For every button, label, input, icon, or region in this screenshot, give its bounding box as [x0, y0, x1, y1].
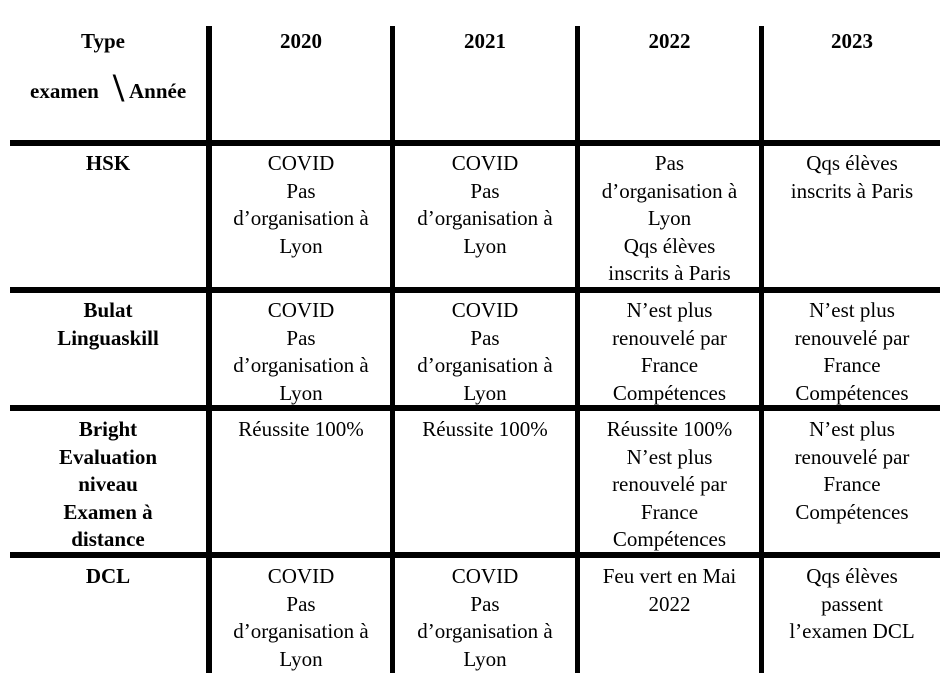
- header-annee-label: Année: [129, 79, 187, 103]
- header-year-2022: 2022: [648, 29, 691, 53]
- cell-hsk-2021: [395, 150, 575, 260]
- cell-line: Réussite 100%: [238, 417, 364, 441]
- row-label-dcl: [10, 563, 206, 591]
- cell-line: d’organisation à: [417, 619, 553, 643]
- cell-line: Compétences: [795, 380, 909, 405]
- row-label-line: DCL: [85, 564, 131, 588]
- cell-line: d’organisation à: [417, 353, 553, 377]
- cell-line: Compétences: [612, 380, 727, 405]
- cell-bright-2023: [764, 416, 940, 526]
- header-examen-label: examen: [30, 79, 99, 103]
- cell-line: N’est plus: [626, 444, 713, 469]
- cell-line: l’examen DCL: [789, 619, 915, 643]
- header-corner-type: [0, 28, 206, 56]
- cell-line: Lyon: [463, 646, 507, 671]
- cell-line: Pas: [470, 325, 500, 350]
- cell-dcl-2020: [212, 563, 390, 673]
- cell-line: passent: [821, 591, 883, 616]
- cell-line: Pas: [470, 591, 500, 616]
- row-label-line: HSK: [85, 151, 131, 175]
- cell-dcl-2021: [395, 563, 575, 673]
- cell-line: renouvelé par: [612, 325, 727, 350]
- cell-line: d’organisation à: [233, 619, 369, 643]
- row-divider: [10, 140, 940, 146]
- cell-hsk-2020: [212, 150, 390, 260]
- cell-line: Pas: [286, 325, 316, 350]
- cell-bright-2020: [212, 416, 390, 444]
- cell-line: COVID: [267, 564, 335, 588]
- cell-line: Lyon: [279, 646, 323, 671]
- cell-line: Pas: [286, 178, 316, 203]
- row-label-line: Bright: [78, 417, 138, 441]
- row-label-bulat-linguaskill: [10, 297, 206, 352]
- cell-line: Qqs élèves: [806, 151, 898, 175]
- header-year-2021: 2021: [464, 29, 506, 53]
- row-label-line: distance: [71, 527, 145, 551]
- cell-line: renouvelé par: [612, 472, 727, 496]
- cell-line: N’est plus: [626, 298, 713, 322]
- cell-line: inscrits à Paris: [790, 178, 914, 203]
- cell-line: renouvelé par: [794, 325, 910, 350]
- cell-line: Compétences: [795, 499, 909, 524]
- cell-line: d’organisation à: [233, 353, 369, 377]
- cell-line: France: [823, 353, 881, 377]
- cell-line: Feu vert en Mai: [602, 564, 737, 588]
- cell-line: 2022: [648, 591, 691, 616]
- row-label-line: Examen à: [63, 499, 153, 524]
- header-type-label: Type: [81, 29, 125, 53]
- cell-line: N’est plus: [809, 417, 895, 441]
- cell-dcl-2023: [764, 563, 940, 646]
- cell-line: Pas: [654, 151, 685, 175]
- cell-line: d’organisation à: [601, 178, 738, 203]
- cell-line: renouvelé par: [794, 444, 910, 469]
- cell-bright-2022: [580, 416, 759, 554]
- cell-line: Lyon: [279, 380, 323, 405]
- cell-line: N’est plus: [809, 298, 895, 322]
- cell-bright-2021: [395, 416, 575, 444]
- cell-line: COVID: [267, 151, 335, 175]
- cell-line: Pas: [470, 178, 500, 203]
- row-label-line: Bulat: [83, 298, 133, 322]
- row-divider: [10, 287, 940, 293]
- cell-line: d’organisation à: [233, 206, 369, 230]
- cell-line: Lyon: [463, 233, 507, 258]
- row-label-line: Linguaskill: [57, 325, 159, 350]
- cell-line: Compétences: [612, 527, 727, 551]
- cell-hsk-2022: [580, 150, 759, 288]
- cell-line: COVID: [267, 298, 335, 322]
- cell-bulat-2022: [580, 297, 759, 407]
- cell-line: Qqs élèves: [806, 564, 898, 588]
- cell-dcl-2022: [580, 563, 759, 618]
- cell-line: Réussite 100%: [606, 417, 733, 441]
- header-year-2020: 2020: [280, 29, 322, 53]
- cell-line: Lyon: [647, 206, 692, 230]
- cell-line: France: [823, 472, 881, 496]
- header-year-2023: 2023: [831, 29, 873, 53]
- cell-bulat-2023: [764, 297, 940, 407]
- cell-line: Lyon: [279, 233, 323, 258]
- cell-line: COVID: [451, 298, 519, 322]
- header-diagonal-separator: \: [113, 65, 125, 110]
- cell-line: Qqs élèves: [623, 233, 716, 258]
- cell-line: Pas: [286, 591, 316, 616]
- row-label-bright: [10, 416, 206, 554]
- cell-line: Réussite 100%: [422, 417, 548, 441]
- cell-line: d’organisation à: [417, 206, 553, 230]
- cell-bulat-2021: [395, 297, 575, 407]
- cell-line: COVID: [451, 151, 519, 175]
- header-corner-examen: [30, 78, 99, 106]
- header-corner-annee: [129, 78, 186, 106]
- cell-bulat-2020: [212, 297, 390, 407]
- row-label-line: niveau: [78, 472, 138, 496]
- cell-line: Lyon: [463, 380, 507, 405]
- cell-line: France: [640, 353, 699, 377]
- cell-hsk-2023: [764, 150, 940, 205]
- row-label-line: Evaluation: [58, 444, 158, 469]
- cell-line: inscrits à Paris: [608, 261, 731, 285]
- cell-line: France: [640, 499, 699, 524]
- cell-line: COVID: [451, 564, 519, 588]
- row-label-hsk: [10, 150, 206, 178]
